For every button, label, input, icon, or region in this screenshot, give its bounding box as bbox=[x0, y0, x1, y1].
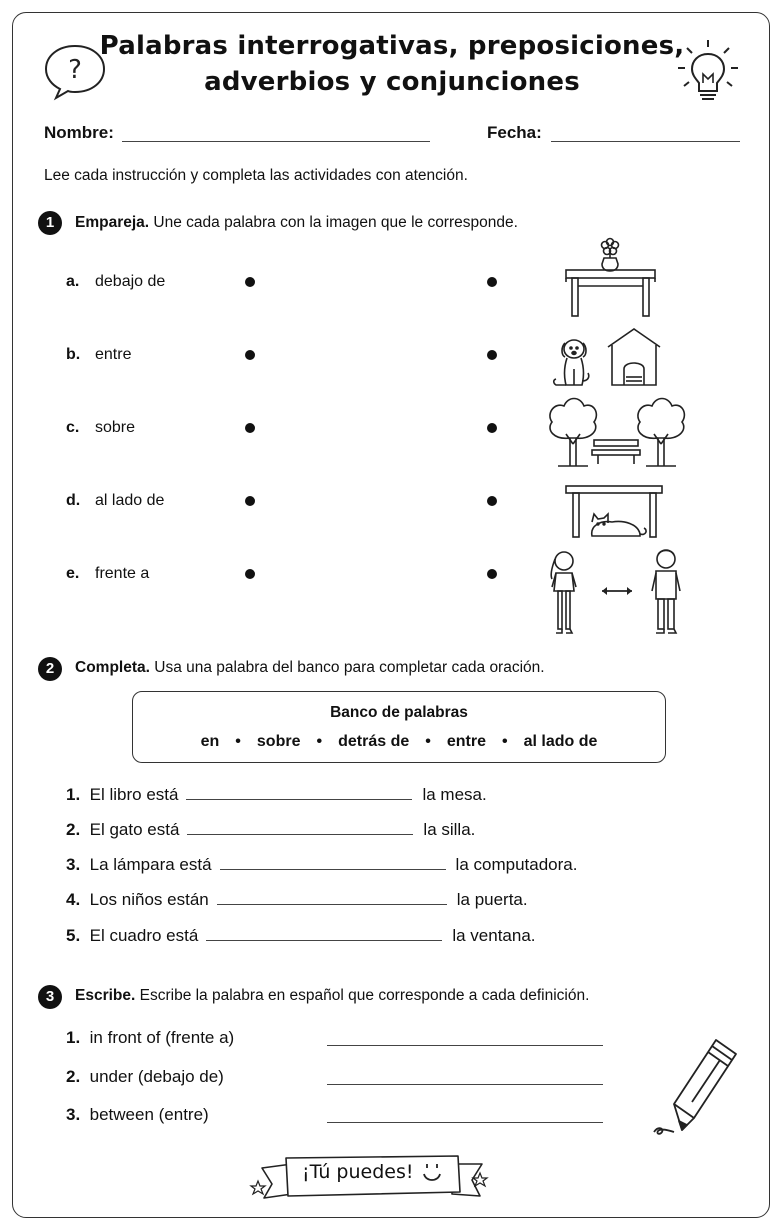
section1-heading bbox=[75, 214, 518, 232]
sentence-number: 2. bbox=[66, 820, 81, 839]
date-label: Fecha: bbox=[487, 123, 542, 142]
sentence-after: la silla. bbox=[423, 820, 476, 839]
sentence-before: Los niños están bbox=[89, 890, 209, 909]
definition-text: in front of (frente a) bbox=[89, 1028, 235, 1047]
sentence-number: 4. bbox=[66, 890, 81, 909]
sentence-item bbox=[66, 890, 528, 910]
match-right-dot[interactable] bbox=[487, 423, 497, 433]
definition-number: 2. bbox=[66, 1067, 81, 1086]
definition-number: 3. bbox=[66, 1105, 81, 1124]
section3-heading-text: Escribe la palabra en español que corresponde a cada definición. bbox=[139, 987, 590, 1004]
word-bank bbox=[132, 691, 666, 763]
sentence-blank[interactable] bbox=[186, 785, 412, 800]
encouragement-text: ¡Tú puedes! bbox=[302, 1161, 414, 1183]
svg-text:?: ? bbox=[68, 55, 82, 85]
match-letter: a. bbox=[66, 273, 80, 290]
bank-word: en bbox=[200, 733, 220, 750]
word-bank-words bbox=[133, 733, 665, 751]
section2-heading-text: Usa una palabra del banco para completar cada oración. bbox=[154, 659, 545, 676]
sentence-blank[interactable] bbox=[187, 820, 413, 835]
sentence-item bbox=[66, 820, 475, 840]
sentence-after: la computadora. bbox=[455, 855, 578, 874]
section1-number-badge: 1 bbox=[38, 211, 62, 235]
dog-beside-doghouse-picture bbox=[548, 325, 668, 389]
definition-number: 1. bbox=[66, 1028, 81, 1047]
section2-heading-bold: Completa. bbox=[75, 659, 150, 676]
bank-separator: • bbox=[316, 733, 323, 750]
sentence-item bbox=[66, 855, 577, 875]
bank-word: sobre bbox=[256, 733, 301, 750]
section1-heading-text: Une cada palabra con la imagen que le corresponde. bbox=[153, 214, 518, 231]
match-word: entre bbox=[95, 346, 132, 363]
definition-item bbox=[66, 1028, 234, 1048]
match-left-dot[interactable] bbox=[245, 277, 255, 287]
match-left-dot[interactable] bbox=[245, 496, 255, 506]
sentence-blank[interactable] bbox=[206, 926, 442, 941]
match-word: al lado de bbox=[95, 492, 165, 509]
match-right-dot[interactable] bbox=[487, 496, 497, 506]
bank-word: entre bbox=[446, 733, 486, 750]
sentence-number: 1. bbox=[66, 785, 81, 804]
match-left-dot[interactable] bbox=[245, 569, 255, 579]
match-word: sobre bbox=[95, 419, 136, 436]
sentence-after: la mesa. bbox=[422, 785, 487, 804]
sentence-blank[interactable] bbox=[217, 890, 447, 905]
sentence-number: 3. bbox=[66, 855, 81, 874]
match-letter: b. bbox=[66, 346, 81, 363]
sentence-blank[interactable] bbox=[220, 855, 446, 870]
section3-heading-bold: Escribe. bbox=[75, 987, 136, 1004]
match-letter: c. bbox=[66, 419, 80, 436]
section1-heading-bold: Empareja. bbox=[75, 214, 150, 231]
vase-on-table-picture bbox=[560, 234, 660, 318]
sentence-before: El libro está bbox=[89, 785, 179, 804]
definition-answer-line[interactable] bbox=[327, 1084, 603, 1085]
definition-item bbox=[66, 1105, 209, 1125]
name-field[interactable] bbox=[122, 141, 430, 142]
section3-heading bbox=[75, 987, 589, 1005]
match-left-dot[interactable] bbox=[245, 350, 255, 360]
sentence-before: El cuadro está bbox=[89, 926, 199, 945]
word-bank-title: Banco de palabras bbox=[330, 704, 468, 721]
definition-text: between (entre) bbox=[89, 1105, 209, 1124]
bank-word: al lado de bbox=[523, 733, 598, 750]
bank-separator: • bbox=[501, 733, 508, 750]
children-facing-picture bbox=[540, 547, 690, 639]
sentence-number: 5. bbox=[66, 926, 81, 945]
sentence-item bbox=[66, 785, 487, 805]
pencil-icon bbox=[652, 1036, 744, 1140]
match-letter: d. bbox=[66, 492, 81, 509]
bank-word: detrás de bbox=[338, 733, 410, 750]
section2-number-badge: 2 bbox=[38, 657, 62, 681]
definition-text: under (debajo de) bbox=[89, 1067, 224, 1086]
section2-heading bbox=[75, 659, 545, 677]
date-field[interactable] bbox=[551, 141, 740, 142]
match-right-dot[interactable] bbox=[487, 277, 497, 287]
sentence-after: la puerta. bbox=[456, 890, 528, 909]
name-label: Nombre: bbox=[44, 123, 114, 142]
sentence-before: El gato está bbox=[89, 820, 180, 839]
definition-answer-line[interactable] bbox=[327, 1045, 603, 1046]
match-left-dot[interactable] bbox=[245, 423, 255, 433]
sentence-after: la ventana. bbox=[452, 926, 536, 945]
sentence-before: La lámpara está bbox=[89, 855, 212, 874]
match-right-dot[interactable] bbox=[487, 569, 497, 579]
bank-separator: • bbox=[235, 733, 241, 750]
general-instructions: Lee cada instrucción y completa las actividades con atención. bbox=[44, 167, 468, 184]
match-word: frente a bbox=[95, 565, 150, 582]
definition-item bbox=[66, 1067, 224, 1087]
bank-separator: • bbox=[425, 733, 431, 750]
page-title-line1: Palabras interrogativas, preposiciones, bbox=[99, 31, 685, 61]
definition-answer-line[interactable] bbox=[327, 1122, 603, 1123]
section3-number-badge: 3 bbox=[38, 985, 62, 1009]
page-title-line2: adverbios y conjunciones bbox=[204, 67, 580, 97]
bench-between-trees-picture bbox=[544, 398, 690, 468]
match-word: debajo de bbox=[95, 273, 166, 290]
match-right-dot[interactable] bbox=[487, 350, 497, 360]
sentence-item bbox=[66, 926, 536, 946]
match-letter: e. bbox=[66, 565, 80, 582]
cat-under-table-picture bbox=[562, 482, 666, 540]
